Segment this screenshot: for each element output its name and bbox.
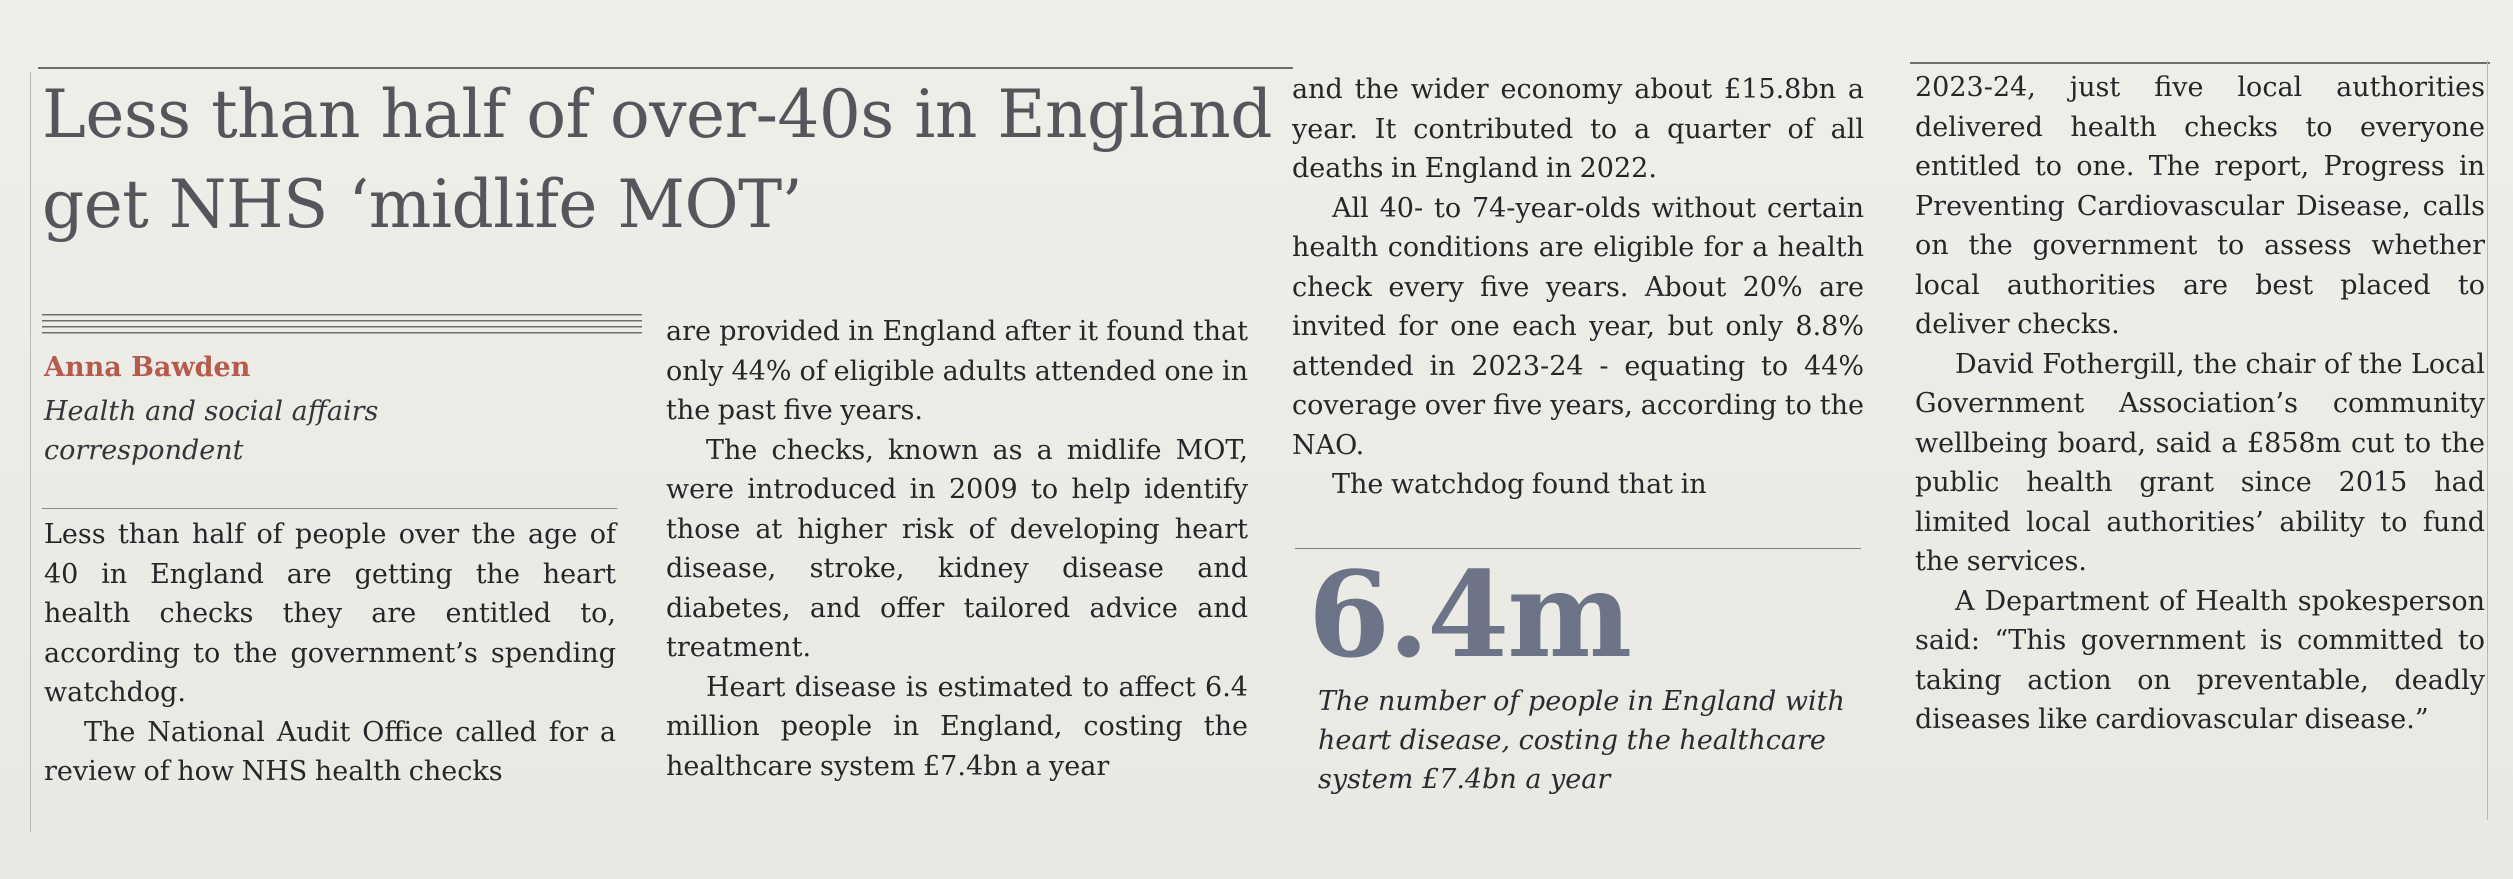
top-rule-right: [1910, 62, 2490, 64]
author-name: Anna Bawden: [44, 352, 251, 383]
column-2: [666, 312, 1248, 786]
paragraph: Less than half of people over the age of 40 in England are getting the heart health checks they are entitled to, according to the government’s spending watchdog.: [44, 519, 616, 708]
byline-rules: [42, 314, 642, 338]
column-3: [1292, 70, 1864, 505]
paragraph: 2023-24, just five local authorities delivered health checks to everyone entitled to one. The report, Progress in Preventing Cardiovascular Disease, calls on the government to assess whether local authorities are best placed to deliver checks.: [1915, 72, 2485, 340]
pullquote-figure: 6.4m: [1308, 545, 1631, 684]
paragraph: The checks, known as a midlife MOT, were introduced in 2009 to help identify those at higher risk of developing heart disease, stroke, kidney disease and diabetes, and offer tailored advice and treatment.: [666, 434, 1248, 663]
paragraph: All 40- to 74-year-olds without certain health conditions are eligible for a health check every five years. About 20% are invited for one each year, but only 8.8% attended in 2023-24 - equating to 44% coverage over five years, according to the NAO.: [1292, 192, 1864, 461]
paragraph: Heart disease is estimated to affect 6.4 million people in England, costing the healthcare system £7.4bn a year: [666, 671, 1248, 782]
column-4: [1915, 68, 2485, 740]
paragraph: and the wider economy about £15.8bn a year. It contributed to a quarter of all deaths in England in 2022.: [1292, 74, 1864, 184]
left-column-rule: [30, 72, 31, 832]
pullquote-caption: The number of people in England with heart disease, costing the healthcare system £7.4bn a year: [1318, 686, 1845, 795]
paragraph: A Department of Health spokesperson said: “This government is committed to taking action on preventable, deadly diseases like cardiovascular disease.”: [1915, 585, 2485, 735]
paragraph: The watchdog found that in: [1332, 469, 1707, 500]
paragraph: David Fothergill, the chair of the Local Government Association’s community wellbeing board, said a £858m cut to the public health grant since 2015 had limited local authorities’ ability to fund the services.: [1915, 348, 2485, 577]
top-rule: [38, 67, 1293, 69]
paragraph: are provided in England after it found that only 44% of eligible adults attended one in the past five years.: [666, 316, 1248, 426]
headline: Less than half of over-40s in England get NHS ‘midlife MOT’: [42, 76, 1272, 243]
paragraph: The National Audit Office called for a review of how NHS health checks: [44, 716, 616, 787]
byline-divider: [42, 508, 617, 509]
column-1: [44, 515, 616, 792]
right-column-rule: [2487, 60, 2488, 820]
author-role: Health and social affairs correspondent: [44, 396, 379, 466]
